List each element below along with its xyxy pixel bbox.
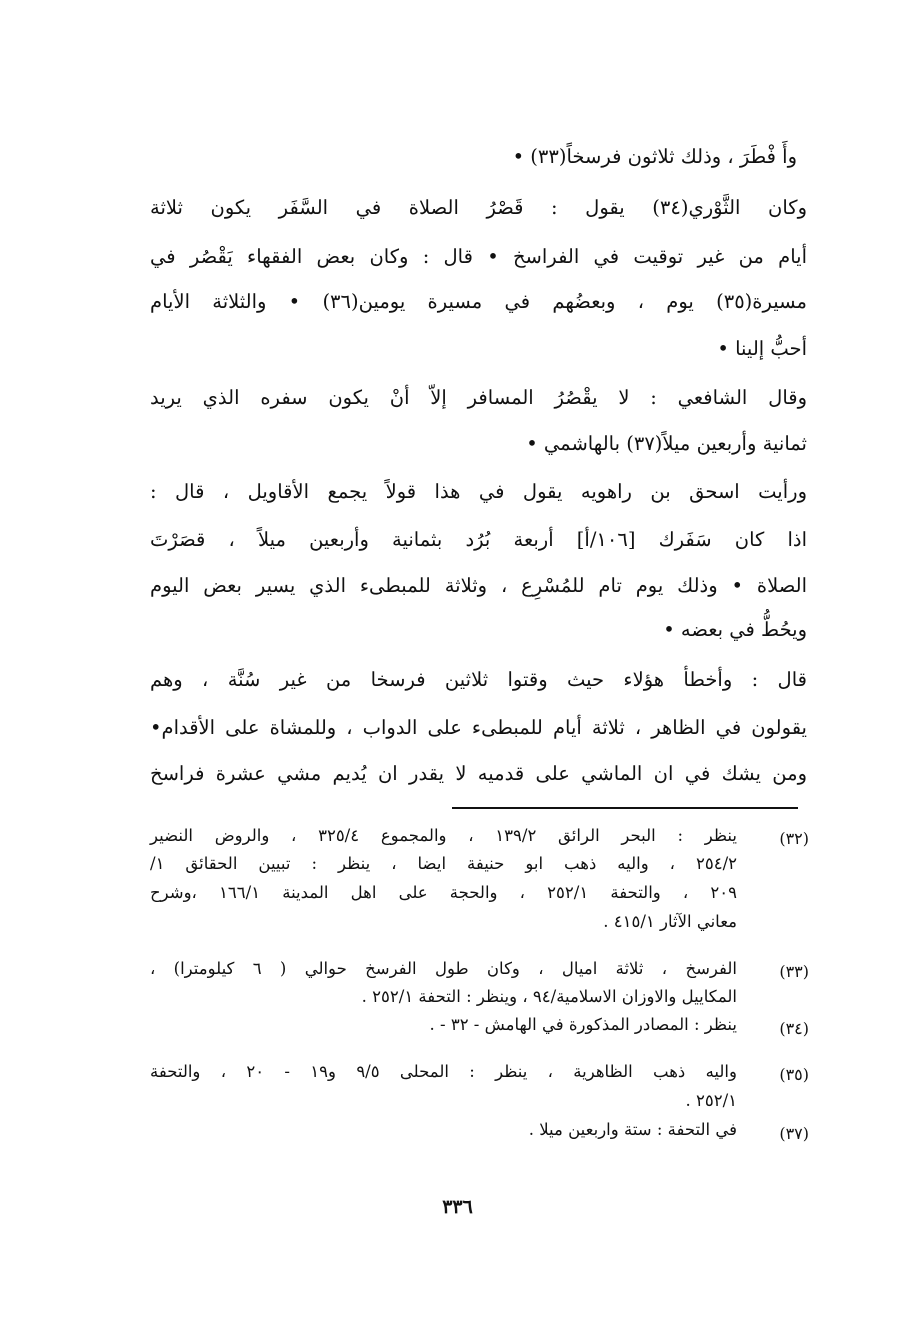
text-line: يقولون في الظاهر ، ثلاثة أيام للمبطىء على الدواب ، وللمشاة على الأقدام• — [150, 716, 807, 739]
text-line: الصلاة • وذلك يوم تام للمُسْرِع ، وثلاثة للمبطىء الذي يسير بعض اليوم — [150, 574, 807, 597]
footnote-line: المكاييل والاوزان الاسلامية/٩٤ ، وينظر : التحفة ٢٥٢/١ . — [361, 987, 737, 1006]
text-line: أيام من غير توقيت في الفراسخ • قال : وكان بعض الفقهاء يَقْصُر في — [150, 245, 807, 268]
footnote-line: ٢٥٢/١ . — [685, 1091, 737, 1110]
footnote-number: (٣٢) — [779, 829, 809, 848]
text-line: وكان الثَّوْري(٣٤) يقول : قَصْرُ الصلاة في السَّفَر يكون ثلاثة — [150, 196, 807, 219]
text-line: وقال الشافعي : لا يقْصُرُ المسافر إلاّ أنْ يكون سفره الذي يريد — [150, 386, 807, 409]
text-line: اذا كان سَفَرك [١٠٦/أ] أربعة بُرُد بثمانية وأربعين ميلاً ، قصَرْتَ — [150, 528, 807, 551]
text-line: ثمانية وأربعين ميلاً(٣٧) بالهاشمي • — [526, 432, 807, 455]
footnote-line: واليه ذهب الظاهرية ، ينظر : المحلى ٩/٥ و١٩ - ٢٠ ، والتحفة — [150, 1062, 737, 1081]
text-line: مسيرة(٣٥) يوم ، وبعضُهم في مسيرة يومين(٣٦) • والثلاثة الأيام — [150, 290, 807, 313]
footnote-line: ينظر : البحر الرائق ١٣٩/٢ ، والمجموع ٣٢٥/٤ ، والروض النضير — [150, 826, 737, 845]
footnote-number: (٣٧) — [779, 1124, 809, 1143]
footnote-line: ٢٠٩ ، والتحفة ٢٥٢/١ ، والحجة على اهل المدينة ١٦٦/١ ،وشرح — [150, 883, 737, 902]
text-line: أحبُّ إلينا • — [717, 337, 807, 360]
text-line: ومن يشك في ان الماشي على قدميه لا يقدر ان يُديم مشي عشرة فراسخ — [150, 762, 807, 785]
footnote-number: (٣٤) — [779, 1019, 809, 1038]
text-line: ورأيت اسحق بن راهويه يقول في هذا قولاً يجمع الأقاويل ، قال : — [150, 480, 807, 503]
text-line: ويحُطُّ في بعضه • — [663, 618, 807, 641]
footnote-line: معاني الآثار ٤١٥/١ . — [603, 912, 737, 931]
text-line: وأَ فْطَرَ ، وذلك ثلاثون فرسخاً(٣٣) • — [512, 145, 797, 168]
footnote-number: (٣٥) — [779, 1065, 809, 1084]
footnote-number: (٣٣) — [779, 962, 809, 981]
footnote-line: ٢٥٤/٢ ، واليه ذهب ابو حنيفة ايضا ، ينظر : تبيين الحقائق ١/ — [150, 854, 737, 873]
page-number: ٣٣٦ — [442, 1196, 473, 1218]
footnote-line: في التحفة : ستة واربعين ميلا . — [528, 1120, 737, 1139]
footnote-separator — [452, 807, 798, 809]
footnote-line: ينظر : المصادر المذكورة في الهامش - ٣٢ - . — [429, 1015, 737, 1034]
text-line: قال : وأخطأ هؤلاء حيث وقتوا ثلاثين فرسخا من غير سُنَّة ، وهم — [150, 668, 807, 691]
footnote-line: الفرسخ ، ثلاثة اميال ، وكان طول الفرسخ حوالي ( ٦ كيلومترا) ، — [150, 959, 737, 978]
